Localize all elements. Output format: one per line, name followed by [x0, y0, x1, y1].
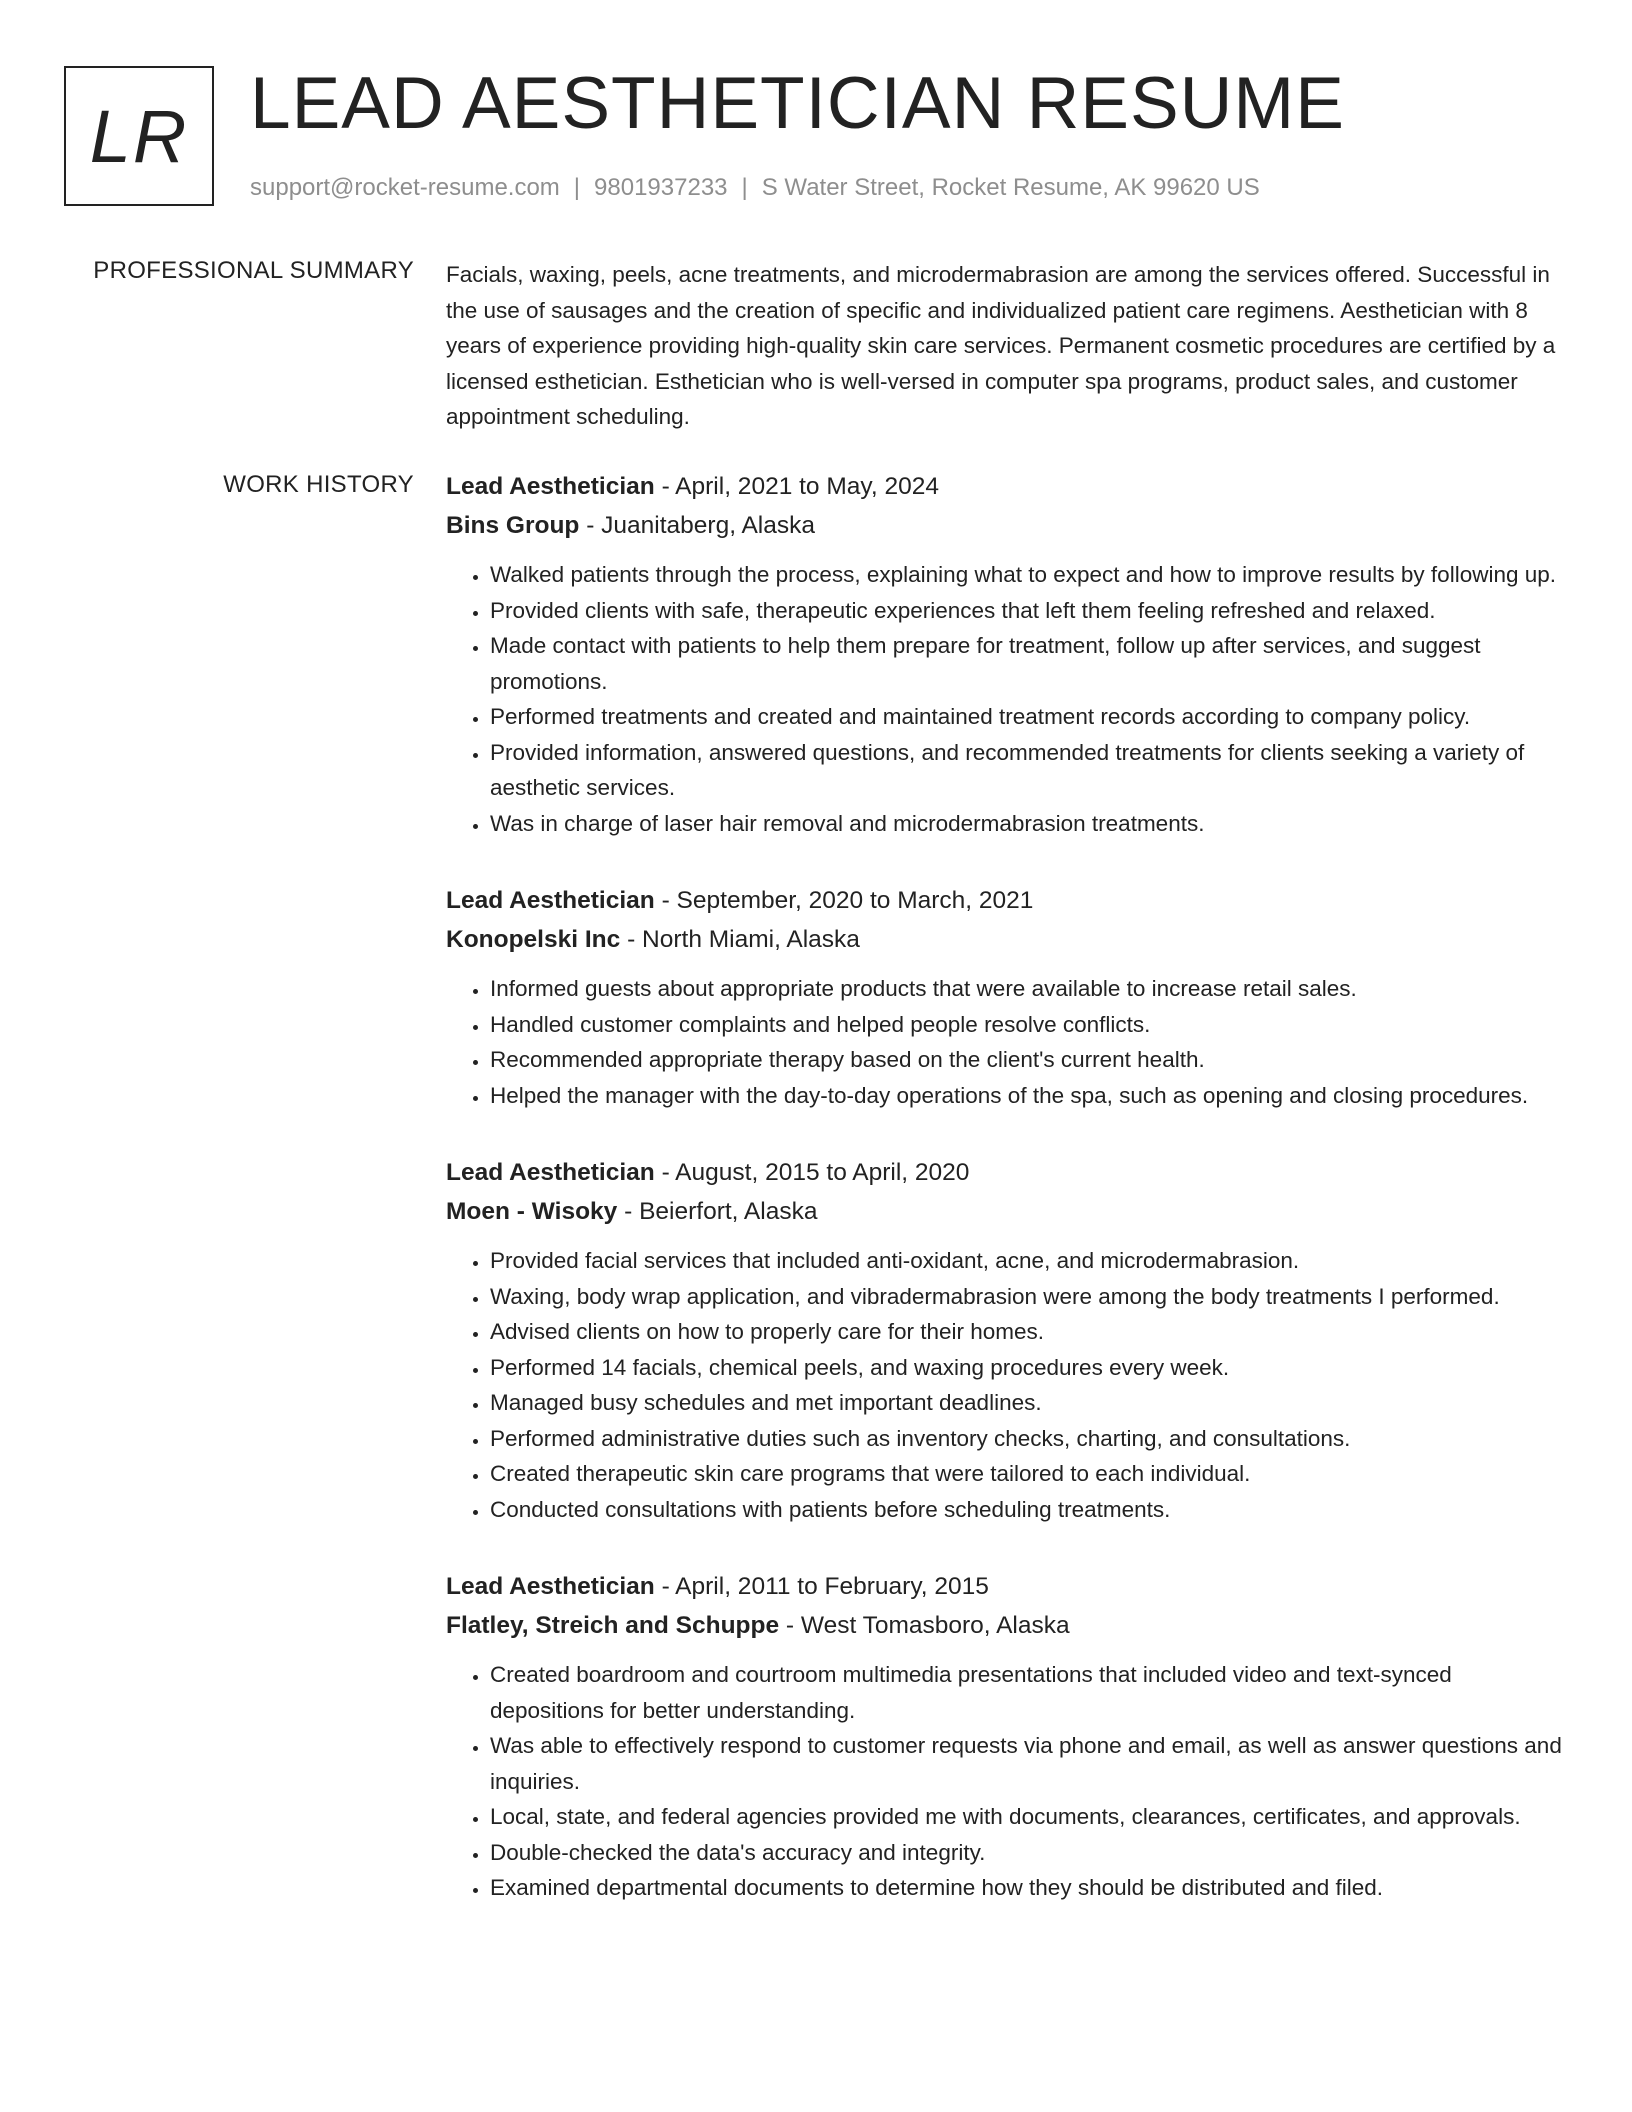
job-duty-item: • Advised clients on how to properly care for their homes. — [490, 1314, 1568, 1350]
job-duty-item: • Managed busy schedules and met important deadlines. — [490, 1385, 1568, 1421]
job-duty-item: • Handled customer complaints and helped people resolve conflicts. — [490, 1007, 1568, 1043]
job-company-line — [446, 920, 1568, 959]
job-duty-item: • Recommended appropriate therapy based on the client's current health. — [490, 1042, 1568, 1078]
job-company-line — [446, 1192, 1568, 1231]
job-dates: - April, 2011 to February, 2015 — [654, 1573, 989, 1600]
section-label-summary: PROFESSIONAL SUMMARY — [93, 257, 414, 284]
contact-line — [250, 174, 1260, 202]
job-duty-item: • Created boardroom and courtroom multimedia presentations that included video and text-synced depositions for better understanding. — [490, 1657, 1568, 1728]
job-entry — [446, 467, 1568, 841]
job-duties-list — [446, 557, 1568, 841]
job-company: Konopelski Inc — [446, 926, 621, 953]
work-history-body — [446, 467, 1568, 1946]
contact-email: support@rocket-resume.com — [250, 174, 560, 201]
job-dates: - August, 2015 to April, 2020 — [654, 1159, 970, 1186]
job-duty-item: • Created therapeutic skin care programs that were tailored to each individual. — [490, 1456, 1568, 1492]
job-title: Lead Aesthetician — [446, 473, 655, 500]
job-company: Flatley, Streich and Schuppe — [446, 1612, 780, 1639]
job-duty-item: • Walked patients through the process, explaining what to expect and how to improve results by following up. — [490, 557, 1568, 593]
job-location: - West Tomasboro, Alaska — [779, 1612, 1070, 1639]
job-entry — [446, 1567, 1568, 1906]
job-duty-item: • Provided facial services that included anti-oxidant, acne, and microdermabrasion. — [490, 1243, 1568, 1279]
job-location: - Juanitaberg, Alaska — [579, 512, 815, 539]
job-title-line — [446, 1567, 1568, 1606]
job-duty-item: • Performed administrative duties such as inventory checks, charting, and consultations. — [490, 1421, 1568, 1457]
resume-header — [64, 63, 1568, 211]
contact-phone: 9801937233 — [594, 174, 728, 201]
job-duty-item: • Examined departmental documents to determine how they should be distributed and filed. — [490, 1870, 1568, 1906]
contact-separator: | — [573, 174, 581, 201]
job-location: - North Miami, Alaska — [620, 926, 860, 953]
job-duty-item: • Local, state, and federal agencies provided me with documents, clearances, certificates, and approvals. — [490, 1799, 1568, 1835]
job-duty-item: • Informed guests about appropriate products that were available to increase retail sales. — [490, 971, 1568, 1007]
job-location: - Beierfort, Alaska — [617, 1198, 818, 1225]
job-entry — [446, 1153, 1568, 1527]
job-company-line — [446, 1606, 1568, 1645]
job-title: Lead Aesthetician — [446, 887, 655, 914]
section-label-work-history: WORK HISTORY — [223, 471, 414, 498]
job-duty-item: • Was in charge of laser hair removal and microdermabrasion treatments. — [490, 806, 1568, 842]
job-duty-item: • Helped the manager with the day-to-day operations of the spa, such as opening and closing procedures. — [490, 1078, 1568, 1114]
summary-body — [446, 257, 1568, 435]
job-duty-item: • Performed treatments and created and maintained treatment records according to company policy. — [490, 699, 1568, 735]
job-duty-item: • Double-checked the data's accuracy and integrity. — [490, 1835, 1568, 1871]
job-dates: - April, 2021 to May, 2024 — [654, 473, 939, 500]
job-duty-item: • Made contact with patients to help them prepare for treatment, follow up after services, and suggest promotions. — [490, 628, 1568, 699]
job-duties-list — [446, 1657, 1568, 1906]
job-title-line — [446, 881, 1568, 920]
monogram-logo: LR — [64, 66, 214, 206]
job-company: Moen - Wisoky — [446, 1198, 618, 1225]
summary-text: Facials, waxing, peels, acne treatments, and microdermabrasion are among the services offered. Successful in the use of sausages and the creation of specific and individualized patient care regimens. Aesthetician with 8 years of experience providing high-quality skin care services. Permanent cosmetic procedures are certified by a licensed esthetician. Esthetician who is well-versed in computer spa programs, product sales, and customer appointment scheduling. — [446, 262, 1556, 429]
job-dates: - September, 2020 to March, 2021 — [654, 887, 1034, 914]
job-duty-item: • Provided information, answered questions, and recommended treatments for clients seeking a variety of aesthetic services. — [490, 735, 1568, 806]
job-duty-item: • Provided clients with safe, therapeutic experiences that left them feeling refreshed and relaxed. — [490, 593, 1568, 629]
job-duties-list — [446, 971, 1568, 1113]
job-duty-item: • Was able to effectively respond to customer requests via phone and email, as well as answer questions and inquiries. — [490, 1728, 1568, 1799]
resume-title: LEAD AESTHETICIAN RESUME — [250, 63, 1345, 144]
contact-separator: | — [741, 174, 748, 201]
job-duties-list — [446, 1243, 1568, 1527]
job-title-line — [446, 467, 1568, 506]
job-company-line — [446, 506, 1568, 545]
job-title-line — [446, 1153, 1568, 1192]
job-company: Bins Group — [446, 512, 580, 539]
job-duty-item: • Performed 14 facials, chemical peels, and waxing procedures every week. — [490, 1350, 1568, 1386]
job-entry — [446, 881, 1568, 1113]
contact-address: S Water Street, Rocket Resume, AK 99620 US — [761, 174, 1260, 201]
job-title: Lead Aesthetician — [446, 1573, 655, 1600]
job-duty-item: • Waxing, body wrap application, and vibradermabrasion were among the body treatments I performed. — [490, 1279, 1568, 1315]
job-title: Lead Aesthetician — [446, 1159, 655, 1186]
job-duty-item: • Conducted consultations with patients before scheduling treatments. — [490, 1492, 1568, 1528]
